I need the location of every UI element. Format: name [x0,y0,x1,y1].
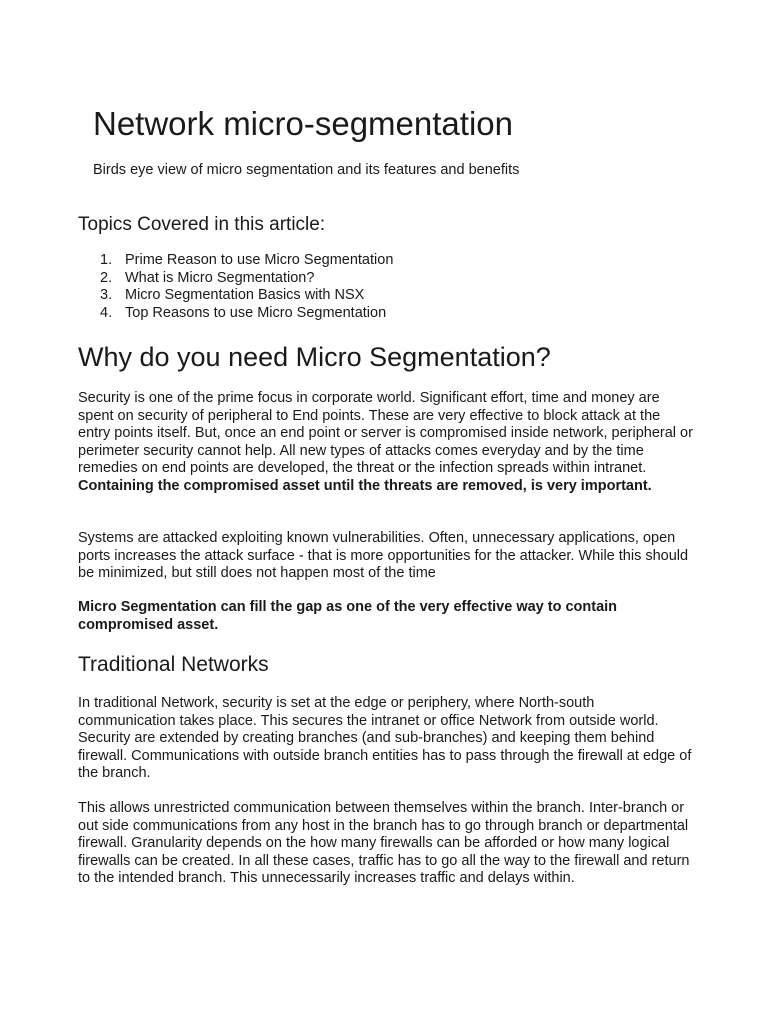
topic-number: 3. [100,287,113,303]
topic-item [78,305,393,323]
paragraph-traditional-network: In traditional Network, security is set at the edge or periphery, where North-south communication takes place. This secures the intranet or office Network from outside world. Security are extended by creating branches (and sub-branches) and keeping them behind firewall. Communications with outside branch entities has to pass through the firewall at edge of the branch. [78,695,692,781]
topic-item [78,287,393,305]
paragraph-emphasis: Containing the compromised asset until the threats are removed, is very important. [78,477,652,494]
section-heading-why: Why do you need Micro Segmentation? [78,342,551,372]
topic-item [78,270,393,288]
paragraph-branch-communication: This allows unrestricted communication between themselves within the branch. Inter-branch or out side communications from any host in the branch has to go through branch or departmental firewall. Granularity depends on the how many firewalls can be afforded or how many logical firewalls can be created. In all these cases, traffic has to go all the way to the firewall and return to the intended branch. This unnecessarily increases traffic and delays within. [78,800,690,886]
section-heading-traditional: Traditional Networks [78,653,269,676]
page-title: Network micro-segmentation [93,105,513,142]
paragraph-text: Security is one of the prime focus in corporate world. Significant effort, time and money are spent on security of peripheral to End points. These are very effective to block attack at the entry points itself. But, once an end point or server is compromised inside network, peripheral or perimeter security cannot help. All new types of attacks comes everyday and by the time remedies on end points are developed, the threat or the infection spreads within intranet. [78,390,693,476]
topic-number: 2. [100,269,113,286]
paragraph-emphasis: Micro Segmentation can fill the gap as one of the very effective way to contain compromised asset. [78,599,618,633]
paragraph-security [78,390,693,495]
topic-number: 4. [100,304,113,321]
topic-label: Top Reasons to use Micro Segmentation [125,304,387,321]
paragraph-micro-segmentation-gap [78,599,693,634]
topic-number: 1. [100,252,113,268]
topic-label: Prime Reason to use Micro Segmentation [125,252,394,268]
page-subtitle: Birds eye view of micro segmentation and its features and benefits [93,162,520,178]
paragraph-vulnerabilities: Systems are attacked exploiting known vulnerabilities. Often, unnecessary applications, open ports increases the attack surface - that is more opportunities for the attacker. While this should be minimized, but still does not happen most of the time [78,530,689,581]
topics-list [78,252,393,322]
topics-heading: Topics Covered in this article: [78,214,326,235]
topic-label: Micro Segmentation Basics with NSX [125,287,365,303]
topic-label: What is Micro Segmentation? [125,269,315,286]
topic-item [78,252,393,270]
